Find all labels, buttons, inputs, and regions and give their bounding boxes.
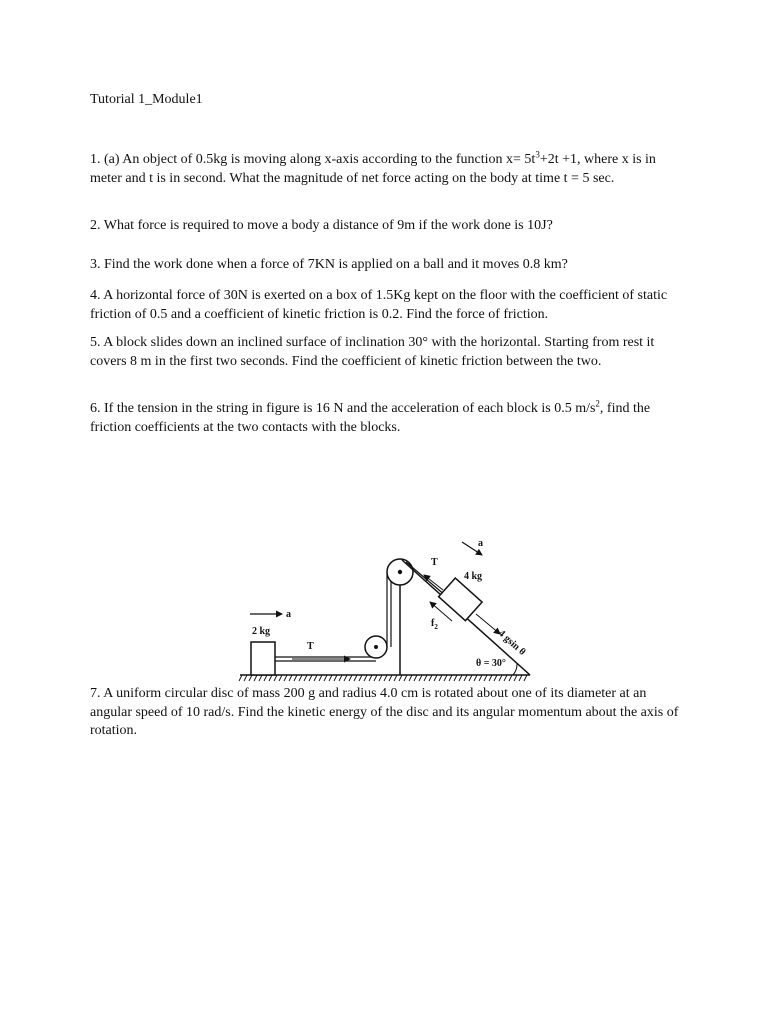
question-7: 7. A uniform circular disc of mass 200 g and radius 4.0 cm is rotated about one of its diameter at an angular speed of 10 rad/s. Find the kinetic energy of the disc and its angular momentum about the axis of rotation. bbox=[90, 686, 679, 738]
ground-hatch-tick bbox=[329, 675, 332, 681]
ground-hatch-tick bbox=[284, 675, 287, 681]
ground-hatch-tick bbox=[294, 675, 297, 681]
ground-hatch-tick bbox=[379, 675, 382, 681]
question-1-text-a: 1. (a) An object of 0.5kg is moving along x-axis according to the function x= 5t bbox=[90, 152, 536, 167]
ground-hatch-tick bbox=[404, 675, 407, 681]
ground-hatch-tick bbox=[324, 675, 327, 681]
ground-hatch-tick bbox=[394, 675, 397, 681]
ground-hatch-tick bbox=[259, 675, 262, 681]
gsin-arrow bbox=[476, 614, 500, 634]
ground-hatch-tick bbox=[389, 675, 392, 681]
ground-hatch-tick bbox=[274, 675, 277, 681]
ground-hatch-tick bbox=[469, 675, 472, 681]
label-acceleration-right: a bbox=[478, 538, 483, 549]
ground-hatch-tick bbox=[339, 675, 342, 681]
ground-hatch-tick bbox=[369, 675, 372, 681]
ground-hatch-tick bbox=[509, 675, 512, 681]
ground-hatch-tick bbox=[499, 675, 502, 681]
ground-hatch-tick bbox=[494, 675, 497, 681]
angle-arc bbox=[513, 663, 517, 675]
ground-hatch-tick bbox=[434, 675, 437, 681]
ground-hatch-tick bbox=[474, 675, 477, 681]
top-pulley-axle bbox=[398, 570, 402, 574]
question-6-superscript: 2 bbox=[595, 398, 600, 409]
label-f2-main: f bbox=[431, 618, 435, 629]
ground-hatch-tick bbox=[524, 675, 527, 681]
label-mass-2kg: 2 kg bbox=[252, 626, 271, 637]
ground-hatch-tick bbox=[419, 675, 422, 681]
document-title: Tutorial 1_Module1 bbox=[90, 92, 203, 107]
question-1-text-b: +2t +1, where x is in meter and t is in second. What the magnitude of net force acting on the body at time t = 5 sec. bbox=[90, 152, 656, 186]
ground-hatch-tick bbox=[414, 675, 417, 681]
ground-hatch-tick bbox=[304, 675, 307, 681]
ground-hatch-tick bbox=[349, 675, 352, 681]
block-2kg bbox=[251, 642, 275, 675]
ground-hatch-tick bbox=[269, 675, 272, 681]
ground-hatch-tick bbox=[384, 675, 387, 681]
string-incline bbox=[406, 562, 446, 596]
ground-hatch-tick bbox=[314, 675, 317, 681]
pulley-incline-figure bbox=[230, 530, 540, 690]
ground-hatch-tick bbox=[444, 675, 447, 681]
ground-hatch-tick bbox=[489, 675, 492, 681]
ground-hatch-tick bbox=[449, 675, 452, 681]
label-tension-incline: T bbox=[431, 557, 438, 568]
ground-hatch-tick bbox=[279, 675, 282, 681]
question-6 bbox=[90, 400, 684, 437]
ground-hatch-tick bbox=[244, 675, 247, 681]
label-f2 bbox=[431, 618, 438, 631]
ground-hatch-tick bbox=[319, 675, 322, 681]
ground-hatch-tick bbox=[239, 675, 242, 681]
block-4kg bbox=[439, 578, 482, 621]
ground-hatch-tick bbox=[299, 675, 302, 681]
label-theta: θ = 30° bbox=[476, 658, 506, 669]
label-f2-sub: 2 bbox=[434, 623, 438, 631]
ground-hatch-tick bbox=[484, 675, 487, 681]
label-acceleration-left: a bbox=[286, 609, 291, 620]
ground-hatch-tick bbox=[254, 675, 257, 681]
ground-hatch-tick bbox=[479, 675, 482, 681]
ground-hatch-tick bbox=[374, 675, 377, 681]
ground-hatch-tick bbox=[504, 675, 507, 681]
ground-hatch-tick bbox=[364, 675, 367, 681]
ground-hatch-tick bbox=[459, 675, 462, 681]
ground-hatch-tick bbox=[409, 675, 412, 681]
question-5: 5. A block slides down an inclined surface of inclination 30° with the horizontal. Starting from rest it covers 8 m in the first two seconds. Find the coefficient of kinetic friction between the two. bbox=[90, 335, 655, 369]
ground-hatch-tick bbox=[249, 675, 252, 681]
question-1 bbox=[90, 151, 684, 188]
ground-hatch-tick bbox=[334, 675, 337, 681]
question-2: 2. What force is required to move a body a distance of 9m if the work done is 10J? bbox=[90, 218, 553, 233]
label-tension-horizontal: T bbox=[307, 641, 314, 652]
ground-hatch-tick bbox=[439, 675, 442, 681]
ground-hatch-tick bbox=[289, 675, 292, 681]
ground-hatch-tick bbox=[424, 675, 427, 681]
lower-pulley-axle bbox=[374, 645, 378, 649]
label-gsin-theta: 4 gsin θ bbox=[495, 628, 528, 658]
ground-hatch-tick bbox=[399, 675, 402, 681]
ground-hatch-tick bbox=[264, 675, 267, 681]
ground-hatch-tick bbox=[354, 675, 357, 681]
ground-hatch-tick bbox=[309, 675, 312, 681]
label-mass-4kg: 4 kg bbox=[464, 571, 483, 582]
ground-hatch-tick bbox=[514, 675, 517, 681]
ground-hatch-tick bbox=[519, 675, 522, 681]
question-6-text-a: 6. If the tension in the string in figure is 16 N and the acceleration of each block is 0.5 m/s bbox=[90, 401, 596, 416]
question-3: 3. Find the work done when a force of 7KN is applied on a ball and it moves 0.8 km? bbox=[90, 257, 568, 272]
figure-svg bbox=[230, 530, 540, 690]
question-6-text-b: , find the friction coefficients at the two contacts with the blocks. bbox=[90, 401, 651, 435]
ground-hatch-tick bbox=[344, 675, 347, 681]
ground-hatch-tick bbox=[359, 675, 362, 681]
ground-hatch-tick bbox=[464, 675, 467, 681]
ground-hatch-tick bbox=[454, 675, 457, 681]
question-1-superscript: 3 bbox=[535, 149, 540, 160]
ground-hatch-tick bbox=[429, 675, 432, 681]
ground-hatching bbox=[239, 675, 530, 681]
question-4: 4. A horizontal force of 30N is exerted on a box of 1.5Kg kept on the floor with the coefficient of static friction of 0.5 and a coefficient of kinetic friction is 0.2. Find the force of friction. bbox=[90, 288, 668, 322]
